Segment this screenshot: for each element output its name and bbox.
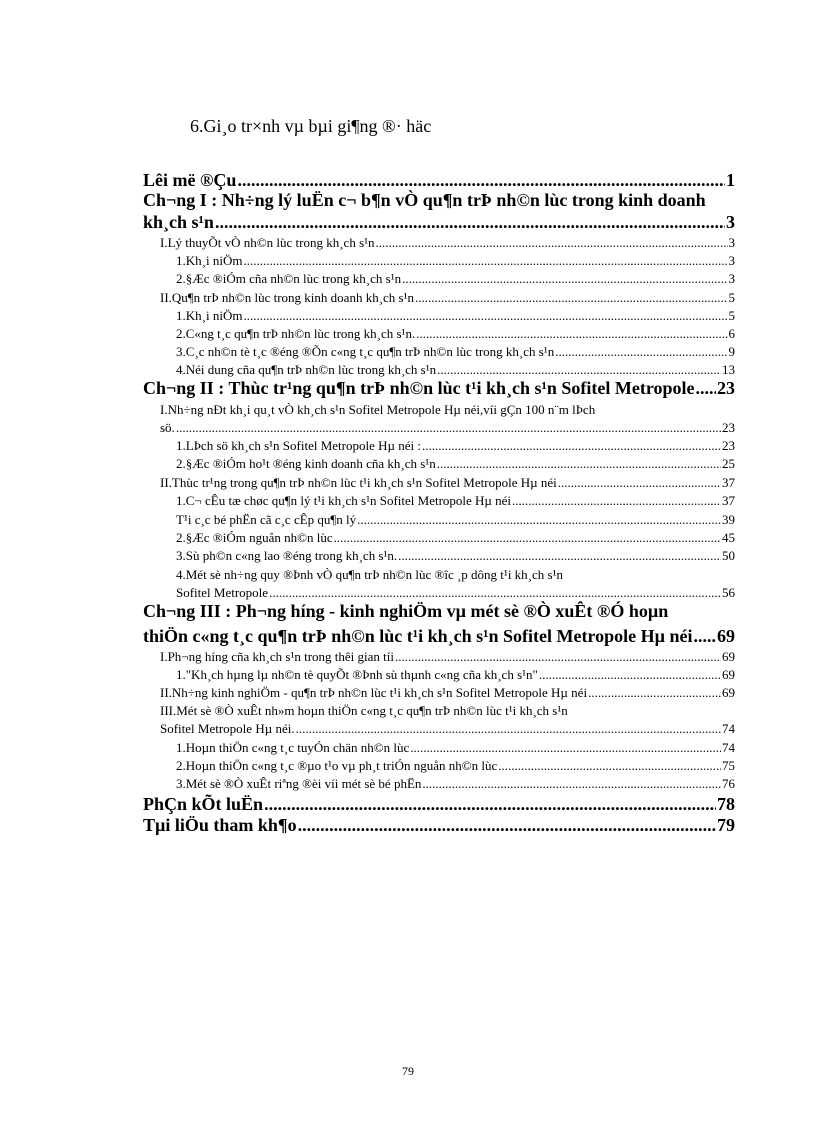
toc-entry-title: PhÇn kÕt luËn — [143, 794, 264, 814]
dot-leader — [415, 290, 728, 306]
toc-entry — [176, 438, 735, 454]
toc-page-number: 39 — [722, 512, 735, 527]
toc-entry-title: I.Lý thuyÕt vÒ nh©n lùc trong kh¸ch s¹n — [160, 235, 375, 250]
reference-item: 6.Gi¸o tr×nh vµ bµi gi¶ng ®· häc — [190, 116, 432, 136]
dot-leader — [558, 475, 721, 491]
toc-page-number: 75 — [722, 758, 735, 773]
toc-page-number: 5 — [728, 290, 735, 305]
toc-entry-chapter-2 — [143, 378, 735, 399]
toc-entry — [176, 253, 735, 269]
toc-entry-title: 1.C¬ cÊu tæ chøc qu¶n lý t¹i kh¸ch s¹n Sofitel Metropole Hµ néi — [176, 493, 512, 508]
dot-leader — [555, 344, 727, 360]
dot-leader — [334, 530, 721, 546]
toc-entry-title: 1.Hoµn thiÖn c«ng t¸c tuyÓn chän nh©n lùc — [176, 740, 410, 755]
dot-leader — [264, 794, 716, 815]
toc-page-number: 69 — [717, 626, 735, 646]
dot-leader — [416, 326, 727, 342]
toc-entry-title: 2.§Æc ®iÓm ho¹t ®éng kinh doanh cña kh¸ch s¹n — [176, 456, 436, 471]
toc-entry — [176, 344, 735, 360]
toc-entry — [160, 420, 735, 436]
toc-entry-title: 2.C«ng t¸c qu¶n trÞ nh©n lùc trong kh¸ch s¹n. — [176, 326, 416, 341]
dot-leader — [410, 740, 721, 756]
toc-page-number: 3 — [726, 212, 735, 232]
dot-leader — [512, 493, 721, 509]
toc-page-number: 3 — [728, 253, 735, 268]
dot-leader — [437, 362, 721, 378]
dot-leader — [696, 378, 716, 399]
dot-leader — [398, 548, 721, 564]
toc-page-number: 25 — [722, 456, 735, 471]
toc-page-number: 78 — [717, 794, 735, 814]
toc-entry-title: thiÖn c«ng t¸c qu¶n trÞ nh©n lùc t¹i kh¸ch s¹n Sofitel Metropole Hµ néi — [143, 626, 693, 646]
toc-entry-title: Sofitel Metropole Hµ néi. — [160, 721, 295, 736]
toc-entry — [176, 585, 735, 601]
toc-page-number: 37 — [722, 475, 735, 490]
toc-page-number: 23 — [717, 378, 735, 398]
toc-page-number: 45 — [722, 530, 735, 545]
toc-entry — [176, 271, 735, 287]
toc-page-number: 5 — [728, 308, 735, 323]
toc-entry — [160, 685, 735, 701]
toc-entry-conclusion — [143, 794, 735, 815]
toc-page-number: 74 — [722, 721, 735, 736]
toc-entry — [176, 776, 735, 792]
toc-entry-title: kh¸ch s¹n — [143, 212, 214, 232]
toc-page-number: 23 — [722, 438, 735, 453]
toc-entry-title: III.Mét sè ®Ò xuÊt nh»m hoµn thiÖn c«ng t¸c qu¶n trÞ nh©n lùc t¹i kh¸ch s¹n — [160, 703, 568, 718]
dot-leader — [422, 776, 721, 792]
toc-entry — [176, 308, 735, 324]
toc-page-number: 79 — [717, 815, 735, 835]
toc-entry-title: II.Qu¶n trÞ nh©n lùc trong kinh doanh kh¸ch s¹n — [160, 290, 414, 305]
dot-leader — [243, 253, 727, 269]
toc-entry-title: 1.Kh¸i niÖm — [176, 308, 243, 323]
dot-leader — [422, 438, 721, 454]
dot-leader — [376, 235, 728, 251]
toc-entry — [176, 740, 735, 756]
toc-entry-intro — [143, 170, 735, 191]
toc-entry-title: 4.Mét sè nh÷ng quy ®Þnh vÒ qu¶n trÞ nh©n lùc ®îc ¸p dông t¹i kh¸ch s¹n — [176, 567, 563, 582]
toc-page-number: 37 — [722, 493, 735, 508]
toc-page-number: 69 — [722, 649, 735, 664]
toc-page-number: 56 — [722, 585, 735, 600]
toc-page-number: 50 — [722, 548, 735, 563]
toc-entry-title: Ch¬ng II : Thùc tr¹ng qu¶n trÞ nh©n lùc t¹i kh¸ch s¹n Sofitel Metropole — [143, 378, 695, 398]
dot-leader — [357, 512, 721, 528]
toc-entry-title: Lêi më ®Çu — [143, 170, 237, 190]
toc-entry — [176, 530, 735, 546]
toc-entry-title: I.Nh÷ng nÐt kh¸i qu¸t vÒ kh¸ch s¹n Sofitel Metropole Hµ néi,víi gÇn 100 n¨m lÞch — [160, 402, 596, 417]
toc-entry — [176, 326, 735, 342]
toc-page-number: 74 — [722, 740, 735, 755]
toc-entry-title: 1."Kh¸ch hµng lµ nh©n tè quyÕt ®Þnh sù thµnh c«ng cña kh¸ch s¹n" — [176, 667, 538, 682]
toc-page-number: 69 — [722, 685, 735, 700]
dot-leader — [498, 758, 721, 774]
toc-entry — [176, 548, 735, 564]
toc-entry-title: 2.§Æc ®iÓm nguån nh©n lùc — [176, 530, 333, 545]
toc-entry — [176, 512, 735, 528]
toc-page-number: 6 — [728, 326, 735, 341]
toc-entry-title: 1.Kh¸i niÖm — [176, 253, 243, 268]
dot-leader — [402, 271, 727, 287]
toc-entry — [176, 667, 735, 683]
toc-entry — [160, 475, 735, 491]
toc-entry — [176, 758, 735, 774]
toc-entry-title: II.Thùc tr¹ng trong qu¶n trÞ nh©n lùc t¹i kh¸ch s¹n Sofitel Metropole Hµ néi — [160, 475, 557, 490]
toc-entry — [160, 235, 735, 251]
toc-page-number: 3 — [728, 271, 735, 286]
toc-entry — [160, 649, 735, 665]
toc-entry — [176, 493, 735, 509]
toc-entry-title: sö. — [160, 420, 175, 435]
toc-chapter-title: Ch¬ng I : Nh÷ng lý luËn c¬ b¶n vÒ qu¶n trÞ nh©n lùc trong kinh doanh — [143, 190, 706, 210]
dot-leader — [243, 308, 727, 324]
dot-leader — [395, 649, 721, 665]
dot-leader — [539, 667, 721, 683]
toc-entry-chapter-1 — [143, 212, 735, 233]
toc-entry-chapter-3 — [143, 626, 735, 647]
toc-entry-title: II.Nh÷ng kinh nghiÖm - qu¶n trÞ nh©n lùc t¹i kh¸ch s¹n Sofitel Metropole Hµ néi — [160, 685, 588, 700]
dot-leader — [437, 456, 721, 472]
toc-page-number: 23 — [722, 420, 735, 435]
dot-leader — [298, 815, 716, 836]
page-number: 79 — [402, 1064, 414, 1078]
toc-entry-title: 3.Sù ph©n c«ng lao ®éng trong kh¸ch s¹n. — [176, 548, 398, 563]
toc-page-number: 3 — [728, 235, 735, 250]
dot-leader — [176, 420, 721, 436]
toc-page-number: 9 — [728, 344, 735, 359]
dot-leader — [269, 585, 721, 601]
toc-entry-title: T¹i c¸c bé phËn cã c¸c cÊp qu¶n lý — [176, 512, 357, 527]
toc-chapter-title: Ch¬ng III : Ph¬ng híng - kinh nghiÖm vµ mét sè ®Ò xuÊt ®Ó hoµn — [143, 601, 669, 621]
toc-entry-title: 1.LÞch sö kh¸ch s¹n Sofitel Metropole Hµ néi : — [176, 438, 421, 453]
toc-entry-title: Tµi liÖu tham kh¶o — [143, 815, 297, 835]
dot-leader — [237, 170, 725, 191]
toc-entry — [160, 721, 735, 737]
toc-entry-title: Sofitel Metropole — [176, 585, 269, 600]
toc-entry-title: 4.Néi dung cña qu¶n trÞ nh©n lùc trong kh¸ch s¹n — [176, 362, 437, 377]
toc-entry-title: I.Ph¬ng híng cña kh¸ch s¹n trong thêi gian tíi — [160, 649, 394, 664]
toc-page-number: 69 — [722, 667, 735, 682]
dot-leader — [215, 212, 725, 233]
toc-page-number: 1 — [726, 170, 735, 190]
toc-entry — [176, 456, 735, 472]
toc-entry — [160, 290, 735, 306]
toc-page-number: 76 — [722, 776, 735, 791]
toc-entry — [176, 362, 735, 378]
toc-entry-title: 2.§Æc ®iÓm cña nh©n lùc trong kh¸ch s¹n — [176, 271, 402, 286]
dot-leader — [588, 685, 721, 701]
toc-entry-references — [143, 815, 735, 836]
toc-entry-title: 3.C¸c nh©n tè t¸c ®éng ®Õn c«ng t¸c qu¶n trÞ nh©n lùc trong kh¸ch s¹n — [176, 344, 555, 359]
dot-leader — [694, 626, 716, 647]
dot-leader — [296, 721, 721, 737]
toc-entry-title: 3.Mét sè ®Ò xuÊt riªng ®èi víi mét sè bé phËn — [176, 776, 422, 791]
toc-page-number: 13 — [722, 362, 735, 377]
toc-entry-title: 2.Hoµn thiÖn c«ng t¸c ®µo t¹o vµ ph¸t triÓn nguån nh©n lùc — [176, 758, 498, 773]
